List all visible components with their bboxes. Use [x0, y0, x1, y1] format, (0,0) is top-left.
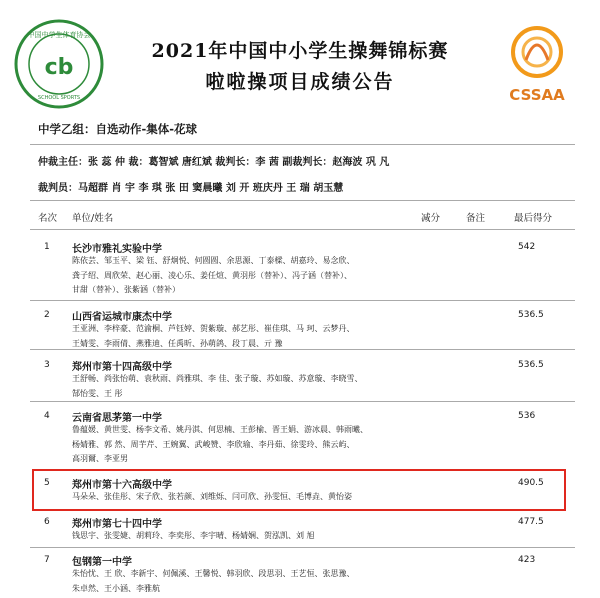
col-header-unit: 单位/姓名 — [72, 213, 114, 224]
final-score: 536 — [518, 411, 536, 421]
unit-name: 郑州市第七十四中学 — [72, 519, 162, 530]
unit-name: 云南省思茅第一中学 — [72, 413, 162, 424]
officials-line-2: 裁判员：马超群 肖 宇 李 琪 张 田 窦晨曦 刘 开 班庆丹 王 瑞 胡玉慧 — [38, 183, 344, 194]
member-list — [72, 254, 472, 298]
table-row — [30, 237, 575, 300]
divider — [30, 229, 575, 230]
svg-text:cb: cb — [44, 55, 74, 80]
cssaa-logo-text: CSSAA — [509, 86, 565, 104]
unit-name: 包钢第一中学 — [72, 557, 132, 568]
member-line: 王婧雯、李雨倩、燕雅迪、任禹昕、孙萌鸽、段丁晨、亓 豫 — [72, 338, 283, 348]
svg-text:SCHOOL SPORTS: SCHOOL SPORTS — [37, 95, 81, 101]
table-row-highlighted — [30, 474, 575, 508]
member-line: 鲁蕴媛、黄世雯、杨李文希、姚丹淇、何思楠、王彭榆、晋王娟、游冰晨、韩雨曦、 — [72, 425, 368, 434]
final-score: 536.5 — [518, 310, 544, 320]
rank: 6 — [44, 517, 50, 527]
divider — [30, 144, 575, 145]
table-row — [30, 407, 575, 469]
unit-name: 郑州市第十六高级中学 — [72, 480, 172, 491]
member-line: 朱怡忧、王 欣、李新宇、何佩溪、王馨悦、韩羽欣、段思羽、王艺恒、张思豫、 — [72, 569, 355, 578]
col-header-note: 备注 — [466, 213, 486, 224]
col-header-final-score: 最后得分 — [514, 213, 553, 224]
member-list — [72, 423, 472, 467]
table-row — [30, 306, 575, 350]
cssf-logo — [14, 19, 104, 109]
svg-text:中国中学生体育协会: 中国中学生体育协会 — [27, 31, 91, 39]
unit-name: 郑州市第十四高级中学 — [72, 362, 172, 373]
col-header-rank: 名次 — [38, 213, 58, 224]
member-list — [72, 322, 472, 351]
member-line: 王亚洲、李梓豪、范渝桐、芦钰婷、贺紫璇、郝艺彤、崔佳琪、马 珂、云梦丹、 — [72, 324, 355, 333]
member-line: 王舒畅、尚张怡萌、袁秋雨、尚雅琪、李 佳、张子璇、苏如璇、苏意璇、李晓雪、 — [72, 374, 363, 383]
officials-line-1: 仲裁主任：张 蕊 仲 裁：葛智斌 唐红斌 裁判长：李 茜 副裁判长：赵海波 巩 凡 — [38, 157, 390, 168]
page-title: 2021年中国中小学生操舞锦标赛 — [151, 40, 449, 62]
final-score: 490.5 — [518, 478, 544, 488]
member-line: 高羽爾、李亚男 — [72, 454, 128, 463]
rank: 5 — [44, 478, 50, 488]
final-score: 423 — [518, 555, 536, 565]
table-row — [30, 356, 575, 401]
final-score: 542 — [518, 242, 536, 252]
rank: 2 — [44, 310, 50, 320]
col-header-deduction: 减分 — [421, 213, 441, 224]
divider — [30, 349, 575, 350]
group-label: 中学乙组：自选动作-集体-花球 — [38, 122, 198, 136]
member-line: 甘甜（替补）、张紫涵（替补） — [72, 285, 180, 294]
final-score: 536.5 — [518, 360, 544, 370]
divider — [30, 547, 575, 548]
rank: 4 — [44, 411, 50, 421]
final-score: 477.5 — [518, 517, 544, 527]
unit-name: 长沙市雅礼实验中学 — [72, 244, 162, 255]
table-row — [30, 551, 575, 597]
member-line: 陈依芸、邹玉平、梁 钰、舒炯悦、何圆圆、余思源、丁泰樑、胡嘉玲、易念欣、 — [72, 256, 355, 265]
table-row — [30, 513, 575, 547]
member-line: 马朵朵、张佳彤、宋子欣、张若颜、刘维烁、闫可欣、孙雯恒、毛博垚、黄怡姿 — [72, 492, 352, 501]
rank: 3 — [44, 360, 50, 370]
member-list — [72, 490, 472, 505]
cssaa-logo — [496, 20, 578, 108]
divider — [30, 300, 575, 301]
rank: 7 — [44, 555, 50, 565]
divider — [30, 200, 575, 201]
member-line: 杨婧雅、郭 然、周芋芹、王婉翼、武峻赞、李欣瑜、李丹茹、徐雯玲、熊云屿、 — [72, 439, 355, 449]
divider — [30, 401, 575, 402]
unit-name: 山西省运城市康杰中学 — [72, 312, 172, 323]
member-line: 朱卓然、王小涵、李雅航 — [72, 583, 160, 593]
member-list — [72, 372, 472, 401]
member-line: 郜怡雯、王 彤 — [72, 388, 123, 398]
member-line: 龚子绍、周欣荣、赵心丽、凌心乐、姜任煊、黄羽彤（替补）、冯子涵（替补）、 — [72, 270, 352, 280]
member-list — [72, 529, 472, 544]
rank: 1 — [44, 242, 50, 252]
member-line: 钱思宇、张雯婕、胡莉玲、李奕彤、李宇晴、杨婧娴、贺泓凯、刘 旭 — [72, 531, 315, 540]
page-subtitle: 啦啦操项目成绩公告 — [205, 71, 395, 93]
member-list — [72, 567, 472, 596]
